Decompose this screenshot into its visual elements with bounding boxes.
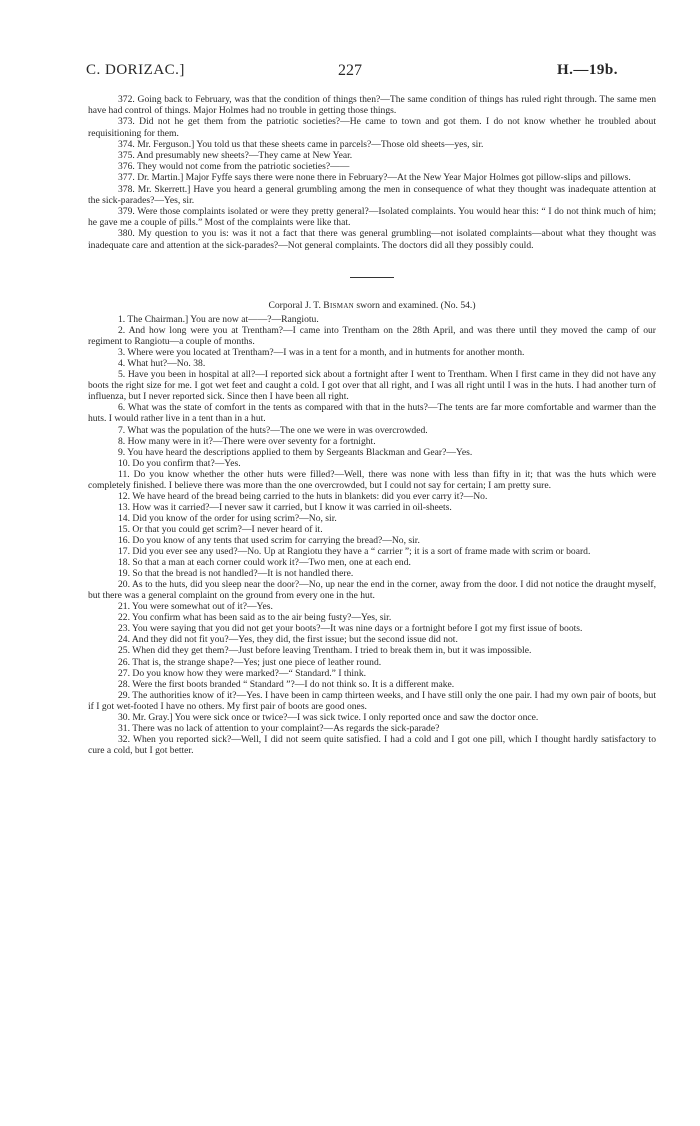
qa-paragraph: 4. What hut?—No. 38.: [118, 358, 206, 370]
witness-heading: [88, 300, 656, 311]
qa-paragraph: 1. The Chairman.] You are now at——?—Rangiotu.: [118, 314, 319, 326]
qa-paragraph: 374. Mr. Ferguson.] You told us that these sheets came in parcels?—Those old sheets—yes, sir.: [118, 138, 484, 150]
qa-paragraph: 372. Going back to February, was that the condition of things then?—The same condition of things has ruled right through. The same men have had control of things. Major Holmes had no trouble in getting those things.: [88, 94, 656, 117]
qa-paragraph: 9. You have heard the descriptions applied to them by Sergeants Blackman and Gear?—Yes.: [118, 446, 473, 458]
qa-paragraph: 31. There was no lack of attention to your complaint?—As regards the sick-parade?: [118, 722, 440, 734]
qa-paragraph: 7. What was the population of the huts?—The one we were in was overcrowded.: [118, 424, 428, 436]
qa-paragraph: 29. The authorities know of it?—Yes. I have been in camp thirteen weeks, and I have still only the one pair. I had my own pair of boots, but if I got wet-footed I have no others. My first pair of boots are good ones.: [88, 689, 656, 712]
qa-paragraph: 17. Did you ever see any used?—No. Up at Rangiotu they have a “ carrier ”; it is a sort of frame made with scrim or board.: [118, 546, 591, 558]
qa-paragraph: 8. How many were in it?—There were over seventy for a fortnight.: [118, 435, 376, 447]
qa-paragraph: 28. Were the first boots branded “ Standard ”?—I do not think so. It is a different make.: [118, 678, 455, 690]
qa-paragraph: 26. That is, the strange shape?—Yes; just one piece of leather round.: [118, 656, 382, 668]
qa-paragraph: 21. You were somewhat out of it?—Yes.: [118, 601, 273, 613]
qa-paragraph: 20. As to the huts, did you sleep near the door?—No, up near the end in the corner, away from the door. I did not notice the draught myself, but there was a general complaint on the ground from every one in the hut.: [88, 579, 656, 602]
qa-paragraph: 19. So that the bread is not handled?—It is not handled there.: [118, 568, 354, 580]
qa-paragraph: 30. Mr. Gray.] You were sick once or twice?—I was sick twice. I only reported once and saw the doctor once.: [118, 711, 539, 723]
qa-paragraph: 6. What was the state of comfort in the tents as compared with that in the huts?—The tents are far more comfortable and warmer than the huts. I would rather live in a tent than in a hut.: [88, 402, 656, 425]
qa-paragraph: 378. Mr. Skerrett.] Have you heard a general grumbling among the men in consequence of what they thought was inadequate attention at the sick-parades?—Yes, sir.: [88, 183, 656, 206]
qa-paragraph: 22. You confirm what has been said as to the air being fusty?—Yes, sir.: [118, 612, 392, 624]
evidence-block-continued: [88, 94, 656, 251]
qa-paragraph: 376. They would not come from the patriotic societies?——: [118, 161, 350, 173]
qa-paragraph: 24. And they did not fit you?—Yes, they did, the first issue; but the second issue did not.: [118, 634, 458, 646]
qa-paragraph: 12. We have heard of the bread being carried to the huts in blankets: did you ever carry it?—No.: [118, 490, 488, 502]
qa-paragraph: 14. Did you know of the order for using scrim?—No, sir.: [118, 512, 337, 524]
qa-paragraph: 25. When did they get them?—Just before leaving Trentham. I tried to break them in, but it was impossible.: [118, 645, 532, 657]
qa-paragraph: 23. You were saying that you did not get your boots?—It was nine days or a fortnight before I got my first issue of boots.: [118, 623, 583, 635]
qa-paragraph: 380. My question to you is: was it not a fact that there was general grumbling—not isolated complaints—about what they thought was inadequate care and attention at the sick-parades?—Not general complaints. The doctors did all they possibly could.: [88, 228, 656, 251]
document-body: [88, 94, 656, 756]
qa-paragraph: 373. Did not he get them from the patriotic societies?—He came to town and got them. I do not know whether he troubled about requisitioning for them.: [88, 116, 656, 139]
witness-heading-suffix: sworn and examined. (No. 54.): [354, 299, 476, 311]
qa-paragraph: 16. Do you know of any tents that used scrim for carrying the bread?—No, sir.: [118, 534, 420, 546]
qa-paragraph: 5. Have you been in hospital at all?—I reported sick about a fortnight after I went to Trentham. When I first came in they did not have any boots the right size for me. I got wet feet and caught a cold. I got over that all right, and I was all right until I was in the huts. I had another turn of influenza, but I never reported sick. Since then I have been all right.: [88, 369, 656, 403]
qa-paragraph: 375. And presumably new sheets?—They came at New Year.: [118, 150, 353, 162]
evidence-block-bisman: [88, 314, 656, 756]
witness-surname: Bisman: [323, 299, 355, 311]
qa-paragraph: 11. Do you know whether the other huts were filled?—Well, there was none with less than fifty in it; that was the huts which were completely finished. I believe there was more than the one overcrowded, but I could not say for certain; I am pretty sure.: [88, 468, 656, 491]
qa-paragraph: 32. When you reported sick?—Well, I did not seem quite satisfied. I had a cold and I got one pill, which I thought hardly satisfactory to cure a cold, but I got better.: [88, 733, 656, 756]
header-witness-name: C. DORIZAC.]: [86, 62, 185, 78]
section-divider: [350, 277, 394, 278]
qa-paragraph: 379. Were those complaints isolated or were they pretty general?—Isolated complaints. You would hear this: “ I do not think much of him; he gave me a couple of pills.” Most of the complaints were like that.: [88, 206, 656, 229]
qa-paragraph: 10. Do you confirm that?—Yes.: [118, 457, 241, 469]
qa-paragraph: 18. So that a man at each corner could work it?—Two men, one at each end.: [118, 557, 411, 569]
witness-heading-prefix: Corporal J. T.: [268, 299, 324, 311]
report-reference: H.—19b.: [556, 62, 618, 78]
qa-paragraph: 15. Or that you could get scrim?—I never heard of it.: [118, 523, 323, 535]
qa-paragraph: 3. Where were you located at Trentham?—I was in a tent for a month, and in hutments for another month.: [118, 347, 525, 359]
qa-paragraph: 13. How was it carried?—I never saw it carried, but I know it was carried in oil-sheets.: [118, 501, 452, 513]
qa-paragraph: 2. And how long were you at Trentham?—I came into Trentham on the 28th April, and was there until they moved the camp of our regiment to Rangiotu—a couple of months.: [88, 325, 656, 348]
page-number: 227: [338, 62, 362, 79]
qa-paragraph: 27. Do you know how they were marked?—“ Standard.” I think.: [118, 667, 367, 679]
qa-paragraph: 377. Dr. Martin.] Major Fyffe says there were none there in February?—At the New Year Major Holmes got pillow-slips and pillows.: [118, 172, 631, 184]
